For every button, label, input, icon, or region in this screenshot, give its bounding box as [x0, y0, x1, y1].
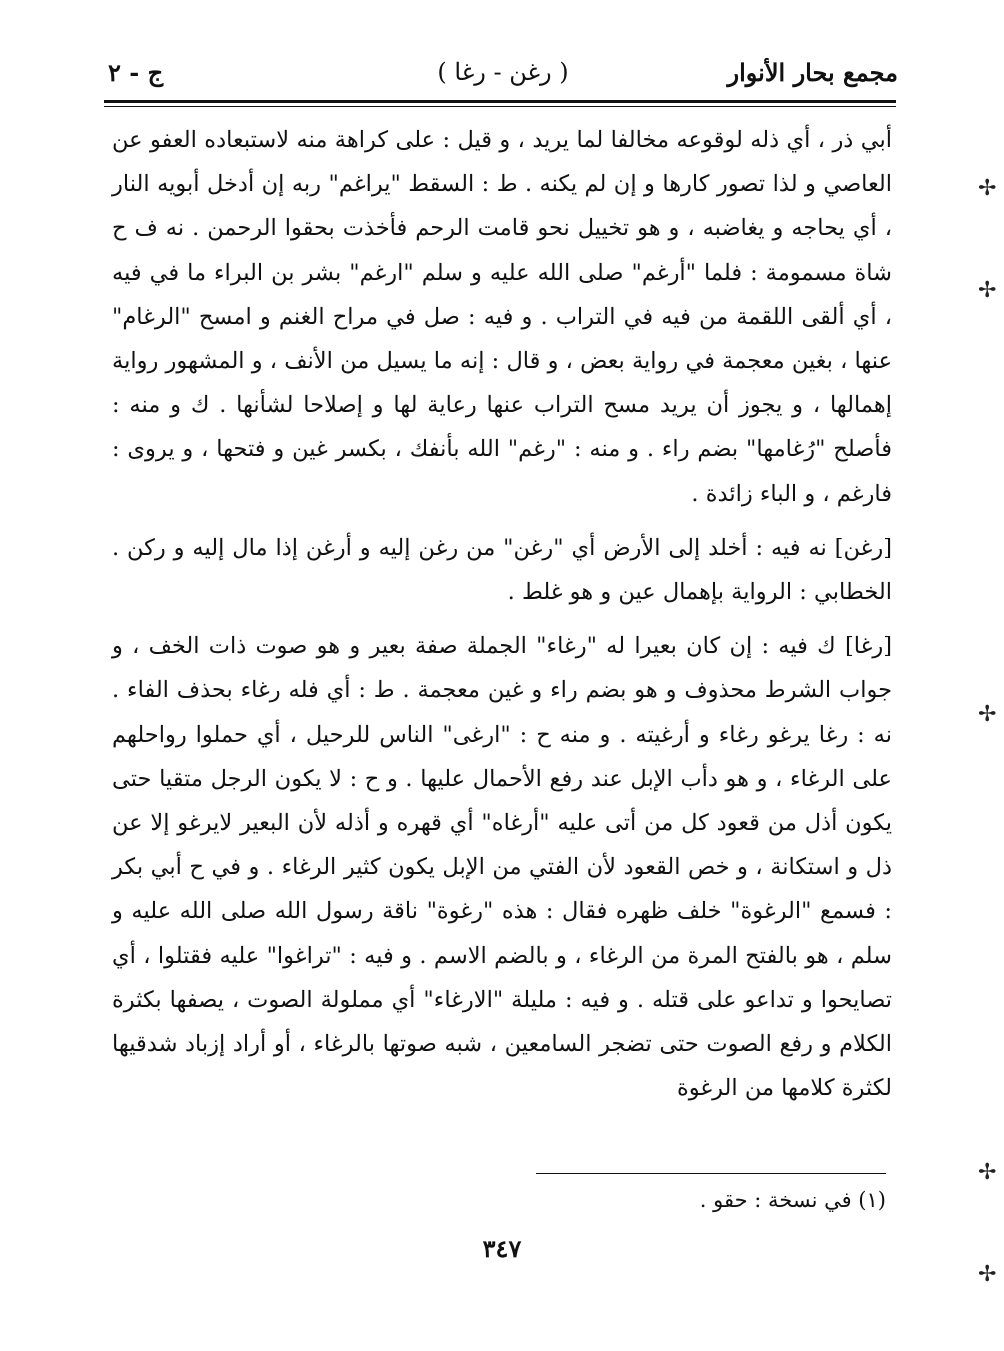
margin-mark-icon: ✢ — [978, 1262, 997, 1287]
paragraph-raghan: [رغن] نه فيه : أخلد إلى الأرض أي "رغن" من رغن إليه و أرغن إذا مال إليه و ركن . الخطابي : الرواية بإهمال عين و هو غلط . — [112, 534, 892, 606]
footnote-separator — [536, 1173, 886, 1174]
margin-mark-icon: ✢ — [978, 278, 997, 303]
entry-roots: ( رغن - رغا ) — [437, 58, 569, 86]
book-title: مجمع بحار الأنوار — [727, 58, 898, 87]
page-number: ٣٤٧ — [482, 1234, 522, 1263]
volume-label: ج - ٢ — [108, 58, 164, 87]
footnote: (١) في نسخة : حقو . — [699, 1188, 886, 1212]
margin-mark-icon: ✢ — [978, 1160, 997, 1185]
margin-mark-icon: ✢ — [978, 702, 997, 727]
running-header — [108, 52, 898, 96]
margin-mark-icon: ✢ — [978, 176, 997, 201]
paragraph-raghm: أبي ذر ، أي ذله لوقوعه مخالفا لما يريد ، و قيل : على كراهة منه لاستبعاده العفو عن العاصي و لذا تصور كارها و إن لم يكنه . ط : السقط "يراغم" ربه إن أدخل أبويه النار ، أي يحاجه و يغاضبه ، و هو تخييل نحو قامت الرحم فأخذت بحقوا الرحمن . نه ف ح شاة مسمومة : فلما "أرغم" صلى الله عليه و سلم "ارغم" بشر بن البراء ما في فيه ، أي ألقى اللقمة من فيه في التراب . و فيه : صل في مراح الغنم و امسح "الرغام" عنها ، بغين معجمة في رواية بعض ، و قال : إنه ما يسيل من الأنف ، و المشهور رواية إهمالها ، و يجوز أن يريد مسح التراب عنها رعاية لها و إصلاحا لشأنها . ك و منه : فأصلح "رُغامها" بضم راء . و منه : "رغم" الله بأنفك ، بكسر غين و فتحها ، و يروى : فارغم ، و الباء زائدة . — [112, 127, 892, 507]
header-rule — [104, 100, 896, 103]
main-text — [112, 118, 892, 1110]
paragraph-ragha: [رغا] ك فيه : إن كان بعيرا له "رغاء" الجملة صفة بعير و هو صوت ذات الخف ، و جواب الشرط محذوف و هو بضم راء و غين معجمة . ط : أي فله رغاء بحذف الفاء . نه : رغا يرغو رغاء و أرغيته . و منه ح : "ارغى" الناس للرحيل ، أي حملوا رواحلهم على الرغاء ، و هو دأب الإبل عند رفع الأحمال عليها . و ح : لا يكون الرجل متقيا حتى يكون أذل من قعود كل من أتى عليه "أرغاه" أي قهره و أذله لأن البعير لايرغو إلا عن ذل و استكانة ، و خص القعود لأن الفتي من الإبل يكون كثير الرغاء . و في ح أبي بكر : فسمع "الرغوة" خلف ظهره فقال : هذه "رغوة" ناقة رسول الله صلى الله عليه و سلم ، هو بالفتح المرة من الرغاء ، و بالضم الاسم . و فيه : "تراغوا" عليه فقتلوا ، أي تصايحوا و تداعو على قتله . و فيه : مليلة "الارغاء" أي مملولة الصوت ، يصفها بكثرة الكلام و رفع الصوت حتى تضجر السامعين ، شبه صوتها بالرغاء ، أو أراد إزباد شدقيها لكثرة كلامها من الرغوة — [112, 633, 892, 1102]
header-rule-thin — [104, 106, 896, 107]
